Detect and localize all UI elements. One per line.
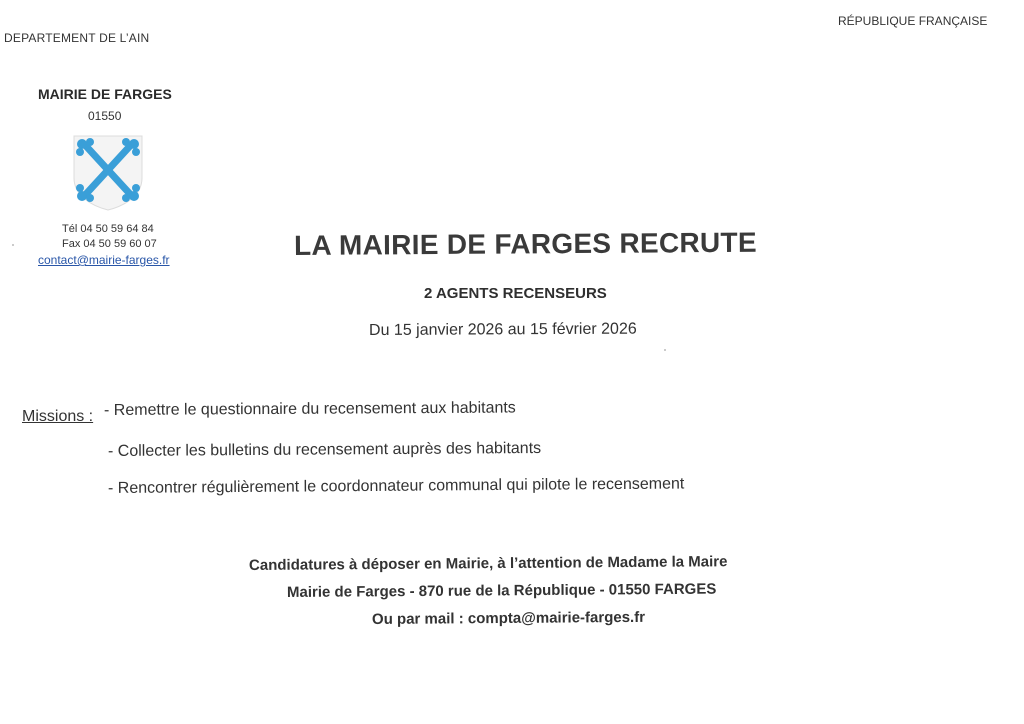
application-line-2: Mairie de Farges - 870 rue de la République - 01550 FARGES: [286, 580, 717, 601]
announcement-title: LA MAIRIE DE FARGES RECRUTE: [293, 226, 757, 261]
mairie-email-link[interactable]: contact@mairie-farges.fr: [38, 253, 170, 267]
application-line-3: Ou par mail : compta@mairie-farges.fr: [371, 608, 646, 628]
mairie-fax: Fax 04 50 59 60 07: [62, 238, 157, 250]
scan-speck: [12, 244, 14, 246]
saltire-crest-icon: [72, 134, 144, 212]
mission-item: - Collecter les bulletins du recensement auprès des habitants: [107, 439, 542, 460]
application-line-1: Candidatures à déposer en Mairie, à l’attention de Madame la Maire: [248, 553, 728, 574]
mission-item: - Remettre le questionnaire du recensement aux habitants: [103, 399, 516, 419]
crest-shield-svg: [72, 134, 144, 212]
mairie-postcode: 01550: [88, 109, 122, 123]
department-label: DEPARTEMENT DE L’AIN: [4, 31, 150, 45]
announcement-subtitle: 2 AGENTS RECENSEURS: [424, 285, 607, 302]
missions-label: Missions :: [22, 408, 94, 425]
mairie-name: MAIRIE DE FARGES: [38, 86, 172, 102]
scan-speck: [664, 349, 666, 351]
announcement-dates: Du 15 janvier 2026 au 15 février 2026: [368, 320, 637, 339]
mission-item: - Rencontrer régulièrement le coordonnateur communal qui pilote le recensement: [107, 475, 685, 497]
republic-label: RÉPUBLIQUE FRANÇAISE: [838, 14, 988, 28]
mairie-tel: Tél 04 50 59 64 84: [62, 223, 154, 235]
